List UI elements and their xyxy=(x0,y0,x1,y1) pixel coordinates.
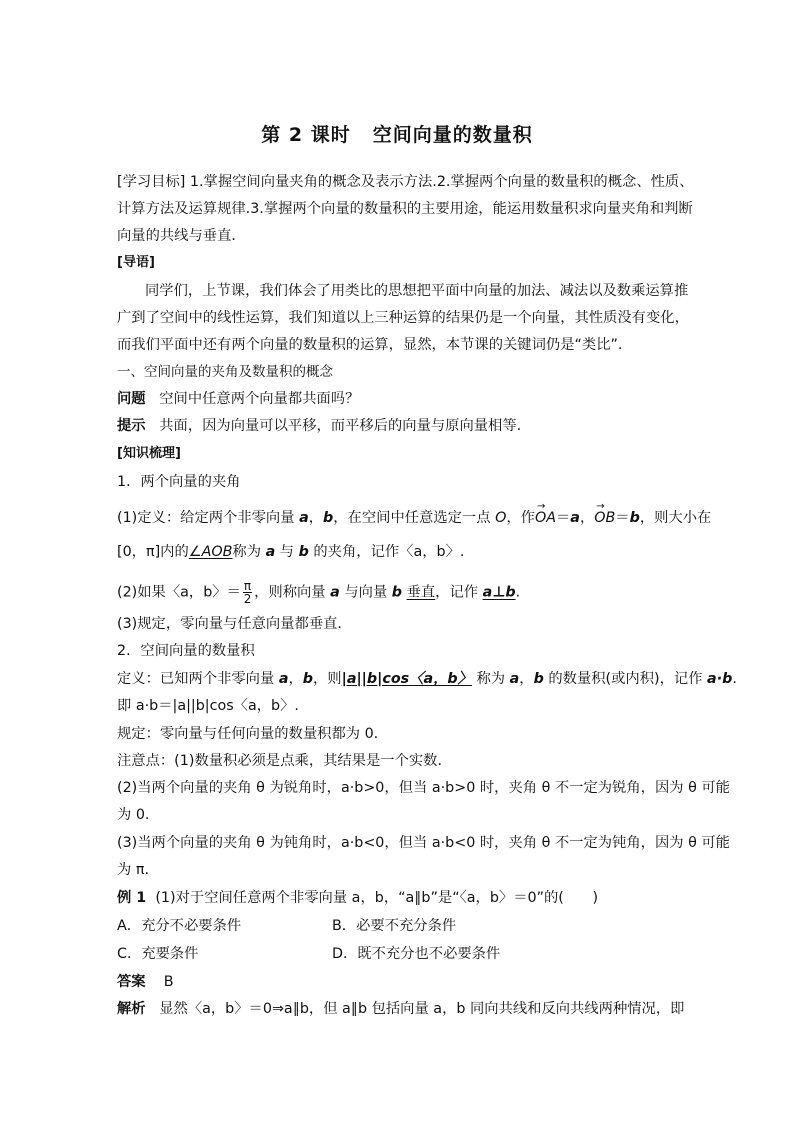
example-label: 例 1 xyxy=(117,890,147,906)
text-span: a xyxy=(299,510,309,526)
text-span: 的夹角，记作 xyxy=(313,544,400,560)
text-span: ，则 xyxy=(313,671,342,687)
perpendicular-definition xyxy=(117,580,679,605)
text-span: b xyxy=(323,510,334,526)
text-span: b xyxy=(629,510,640,526)
text-span: a⊥b xyxy=(482,584,516,601)
text-span: b xyxy=(302,671,313,687)
text-span: π xyxy=(243,579,252,593)
text-span: . xyxy=(732,671,737,687)
text-span: O xyxy=(495,510,507,526)
text-span: b xyxy=(533,671,544,687)
text-span: a xyxy=(570,510,580,526)
pi-over-two xyxy=(243,580,252,605)
text-span: . xyxy=(459,544,465,560)
text-span: a xyxy=(265,544,276,560)
angle-definition-line-1 xyxy=(117,508,712,528)
question xyxy=(117,389,679,409)
text-span: 〈a，b〉 xyxy=(165,584,227,601)
lesson-number: 第 2 课时 xyxy=(261,124,351,146)
dot-formula: |a||b|cos〈a，b〉 xyxy=(341,671,472,687)
text-span: ， xyxy=(308,510,324,526)
lesson-title xyxy=(0,120,794,147)
text-span: 称为 xyxy=(476,671,506,687)
text-span: a xyxy=(509,671,520,687)
analysis xyxy=(117,999,685,1019)
text-span: ，作 xyxy=(506,510,535,526)
knowledge-tag: [知识梳理] xyxy=(117,446,181,461)
text-span: 1.掌握空间向量夹角的概念及表示方法.2.掌握两个向量的数量积的概念、性质、 xyxy=(189,174,694,190)
dot-product-heading: 2．空间向量的数量积 xyxy=(117,643,255,659)
guide-line-3: 而我们平面中还有两个向量的数量积的运算，显然，本节课的关键词仍是“类比”. xyxy=(117,337,623,353)
text-span: a xyxy=(330,584,340,601)
text-span: ＝ xyxy=(226,584,241,601)
hint xyxy=(117,416,679,436)
option-d: D．既不充分也不必要条件 xyxy=(332,946,501,962)
option-b: B．必要不充分条件 xyxy=(332,918,457,934)
answer-label: 答案 xyxy=(117,974,146,990)
note-2: (2)当两个向量的夹角 θ 为锐角时，a·b>0，但当 a·b>0 时，夹角 θ 不一定为锐角，因为 θ 可能 xyxy=(117,780,730,796)
vector-oa: → OA xyxy=(535,508,556,528)
dot-product-rule: 规定：零向量与任何向量的数量积都为 0. xyxy=(117,726,379,742)
objectives-line-1 xyxy=(117,172,694,192)
objectives-line-3: 向量的共线与垂直． xyxy=(117,228,246,244)
zero-vector-rule: (3)规定，零向量与任意向量都垂直． xyxy=(117,616,352,632)
question-label: 问题 xyxy=(117,391,146,407)
text-span: B xyxy=(163,974,174,990)
text-span: (1)对于空间任意两个非零向量 a，b，“a∥b”是“〈a，b〉＝0”的( ) xyxy=(155,890,599,906)
angle-heading: 1．两个向量的夹角 xyxy=(117,474,241,490)
dot-product-formula-line: 即 a·b＝|a||b|cos〈a，b〉. xyxy=(117,698,299,714)
guide-line-1: 同学们，上节课，我们体会了用类比的思想把平面中向量的加法、减法以及数乘运算推 xyxy=(145,283,689,299)
objectives-tag: [学习目标] xyxy=(117,174,186,190)
dot-product-definition xyxy=(117,669,737,689)
text-span: 定义：已知两个非零向量 xyxy=(117,671,275,687)
note-1: 注意点：(1)数量积必须是点乘，其结果是一个实数． xyxy=(117,753,452,769)
text-span: a·b xyxy=(707,671,733,687)
note-2-cont: 为 0. xyxy=(117,807,150,823)
angle-definition-line-2 xyxy=(117,542,679,562)
guide-line-2: 广到了空间中的线性运算，我们知道以上三种运算的结果仍是一个向量，其性质没有变化， xyxy=(117,310,689,326)
text-span: 空间中任意两个向量都共面吗？ xyxy=(159,391,360,407)
text-span: 的数量积(或内积)，记作 xyxy=(548,671,703,687)
hint-label: 提示 xyxy=(117,418,146,434)
note-3-cont: 为 π. xyxy=(117,862,149,878)
example-1 xyxy=(117,888,679,908)
text-span: ， xyxy=(288,671,303,687)
note-3: (3)当两个向量的夹角 θ 为钝角时，a·b<0，但当 a·b<0 时，夹角 θ 不一定为钝角，因为 θ 可能 xyxy=(117,835,730,851)
answer xyxy=(117,972,679,992)
text-span: ＝ xyxy=(555,510,571,526)
text-span: b xyxy=(391,584,403,601)
text-span: 称为 xyxy=(232,544,262,560)
text-span: 共面，因为向量可以平移，而平移后的向量与原向量相等． xyxy=(159,418,531,434)
analysis-label: 解析 xyxy=(117,1001,146,1017)
text-span: ， xyxy=(519,671,534,687)
option-c: C．充要条件 xyxy=(117,946,199,962)
text-span: . xyxy=(515,584,521,601)
text-span: ，则大小在 xyxy=(639,510,712,526)
text-span: 2 xyxy=(243,592,252,606)
text-span: ，则称向量 xyxy=(254,584,326,601)
text-span: ，在空间中任意选定一点 xyxy=(333,510,491,526)
text-span: 垂直 xyxy=(406,584,436,601)
text-span: 与 xyxy=(279,544,295,560)
text-span: ＝ xyxy=(615,510,630,526)
angle-aob: ∠AOB xyxy=(188,544,233,560)
vector-ob: → OB xyxy=(594,508,615,528)
objectives-line-2: 计算方法及运算规律.3.掌握两个向量的数量积的主要用途，能运用数量积求向量夹角和判断 xyxy=(117,201,693,217)
text-span: (1)定义：给定两个非零向量 xyxy=(117,510,295,526)
text-span: 〈a，b〉 xyxy=(399,544,460,560)
text-span: a xyxy=(278,671,289,687)
text-span: 显然〈a，b〉＝0⇒a∥b，但 a∥b 包括向量 a，b 同向共线和反向共线两种情况，即 xyxy=(159,1001,685,1017)
text-span: ，记作 xyxy=(435,584,479,601)
text-span: b xyxy=(298,544,309,560)
text-span: [0，π]内的 xyxy=(117,544,189,560)
lesson-topic: 空间向量的数量积 xyxy=(372,124,533,146)
section-heading: 一、空间向量的夹角及数量积的概念 xyxy=(117,364,333,380)
guide-tag: [导语] xyxy=(117,255,155,270)
option-a: A．充分不必要条件 xyxy=(117,918,242,934)
text-span: (2)如果 xyxy=(117,584,166,601)
text-span: ， xyxy=(579,510,595,526)
text-span: 与向量 xyxy=(344,584,388,601)
